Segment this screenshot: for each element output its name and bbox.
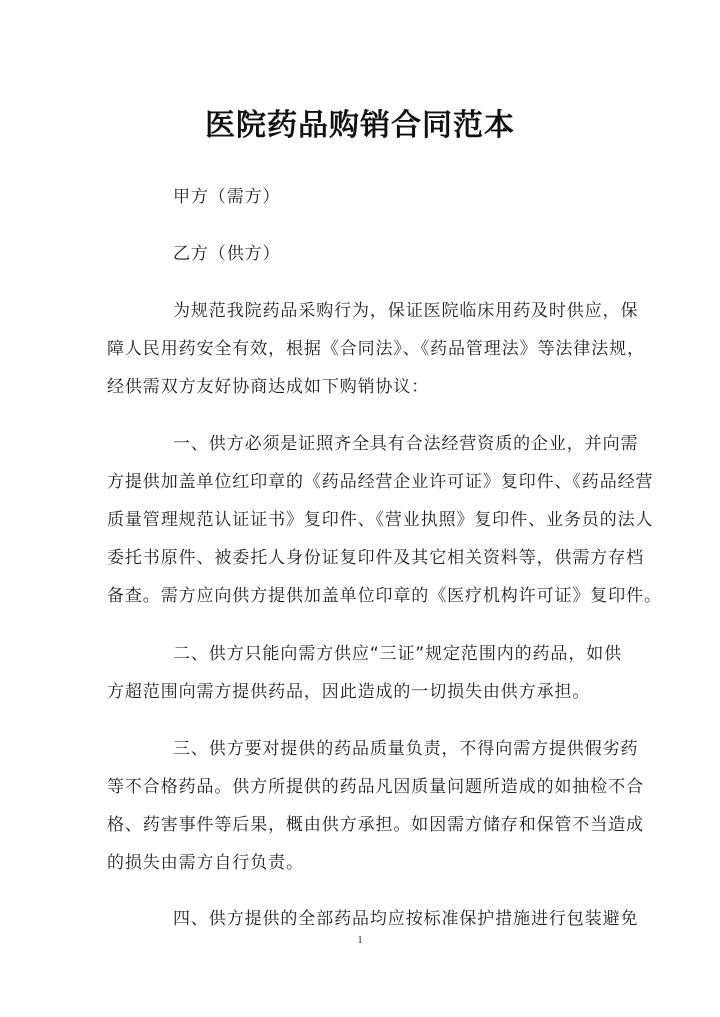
paragraph-line: 等不合格药品。供方所提供的药品凡因质量问题所造成的如抽检不合 — [107, 777, 644, 797]
paragraph-line: 为规范我院药品采购行为，保证医院临床用药及时供应，保 — [173, 301, 639, 321]
paragraph-line: 委托书原件、被委托人身份证复印件及其它相关资料等，供需方存档 — [107, 548, 644, 568]
paragraph-line: 的损失由需方自行负责。 — [107, 853, 304, 873]
paragraph-line: 三、供方要对提供的药品质量负责，不得向需方提供假劣药 — [173, 739, 639, 759]
party-a-label: 甲方（需方） — [173, 187, 281, 207]
paragraph-line: 备查。需方应向供方提供加盖单位印章的《医疗机构许可证》复印件。 — [107, 586, 662, 606]
paragraph-line: 质量管理规范认证证书》复印件、《营业执照》复印件、业务员的法人 — [107, 510, 654, 530]
party-b-label: 乙方（供方） — [173, 244, 281, 264]
paragraph-line: 一、供方必须是证照齐全具有合法经营资质的企业，并向需 — [173, 434, 639, 454]
paragraph-line: 四、供方提供的全部药品均应按标准保护措施进行包装避免 — [173, 909, 639, 929]
paragraph-line: 二、供方只能向需方供应“三证”规定范围内的药品，如供 — [173, 644, 623, 664]
page-number: 1 — [357, 934, 363, 946]
paragraph-line: 方提供加盖单位红印章的《药品经营企业许可证》复印件、《药品经营 — [107, 472, 654, 492]
paragraph-line: 格、药害事件等后果，概由供方承担。如因需方储存和保管不当造成 — [107, 815, 644, 835]
paragraph-line: 方超范围向需方提供药品，因此造成的一切损失由供方承担。 — [107, 682, 591, 702]
document-title: 医院药品购销合同范本 — [205, 108, 515, 143]
paragraph-line: 经供需双方友好协商达成如下购销协议： — [107, 377, 430, 397]
paragraph-line: 障人民用药安全有效，根据《合同法》、《药品管理法》等法律法规， — [107, 339, 645, 359]
